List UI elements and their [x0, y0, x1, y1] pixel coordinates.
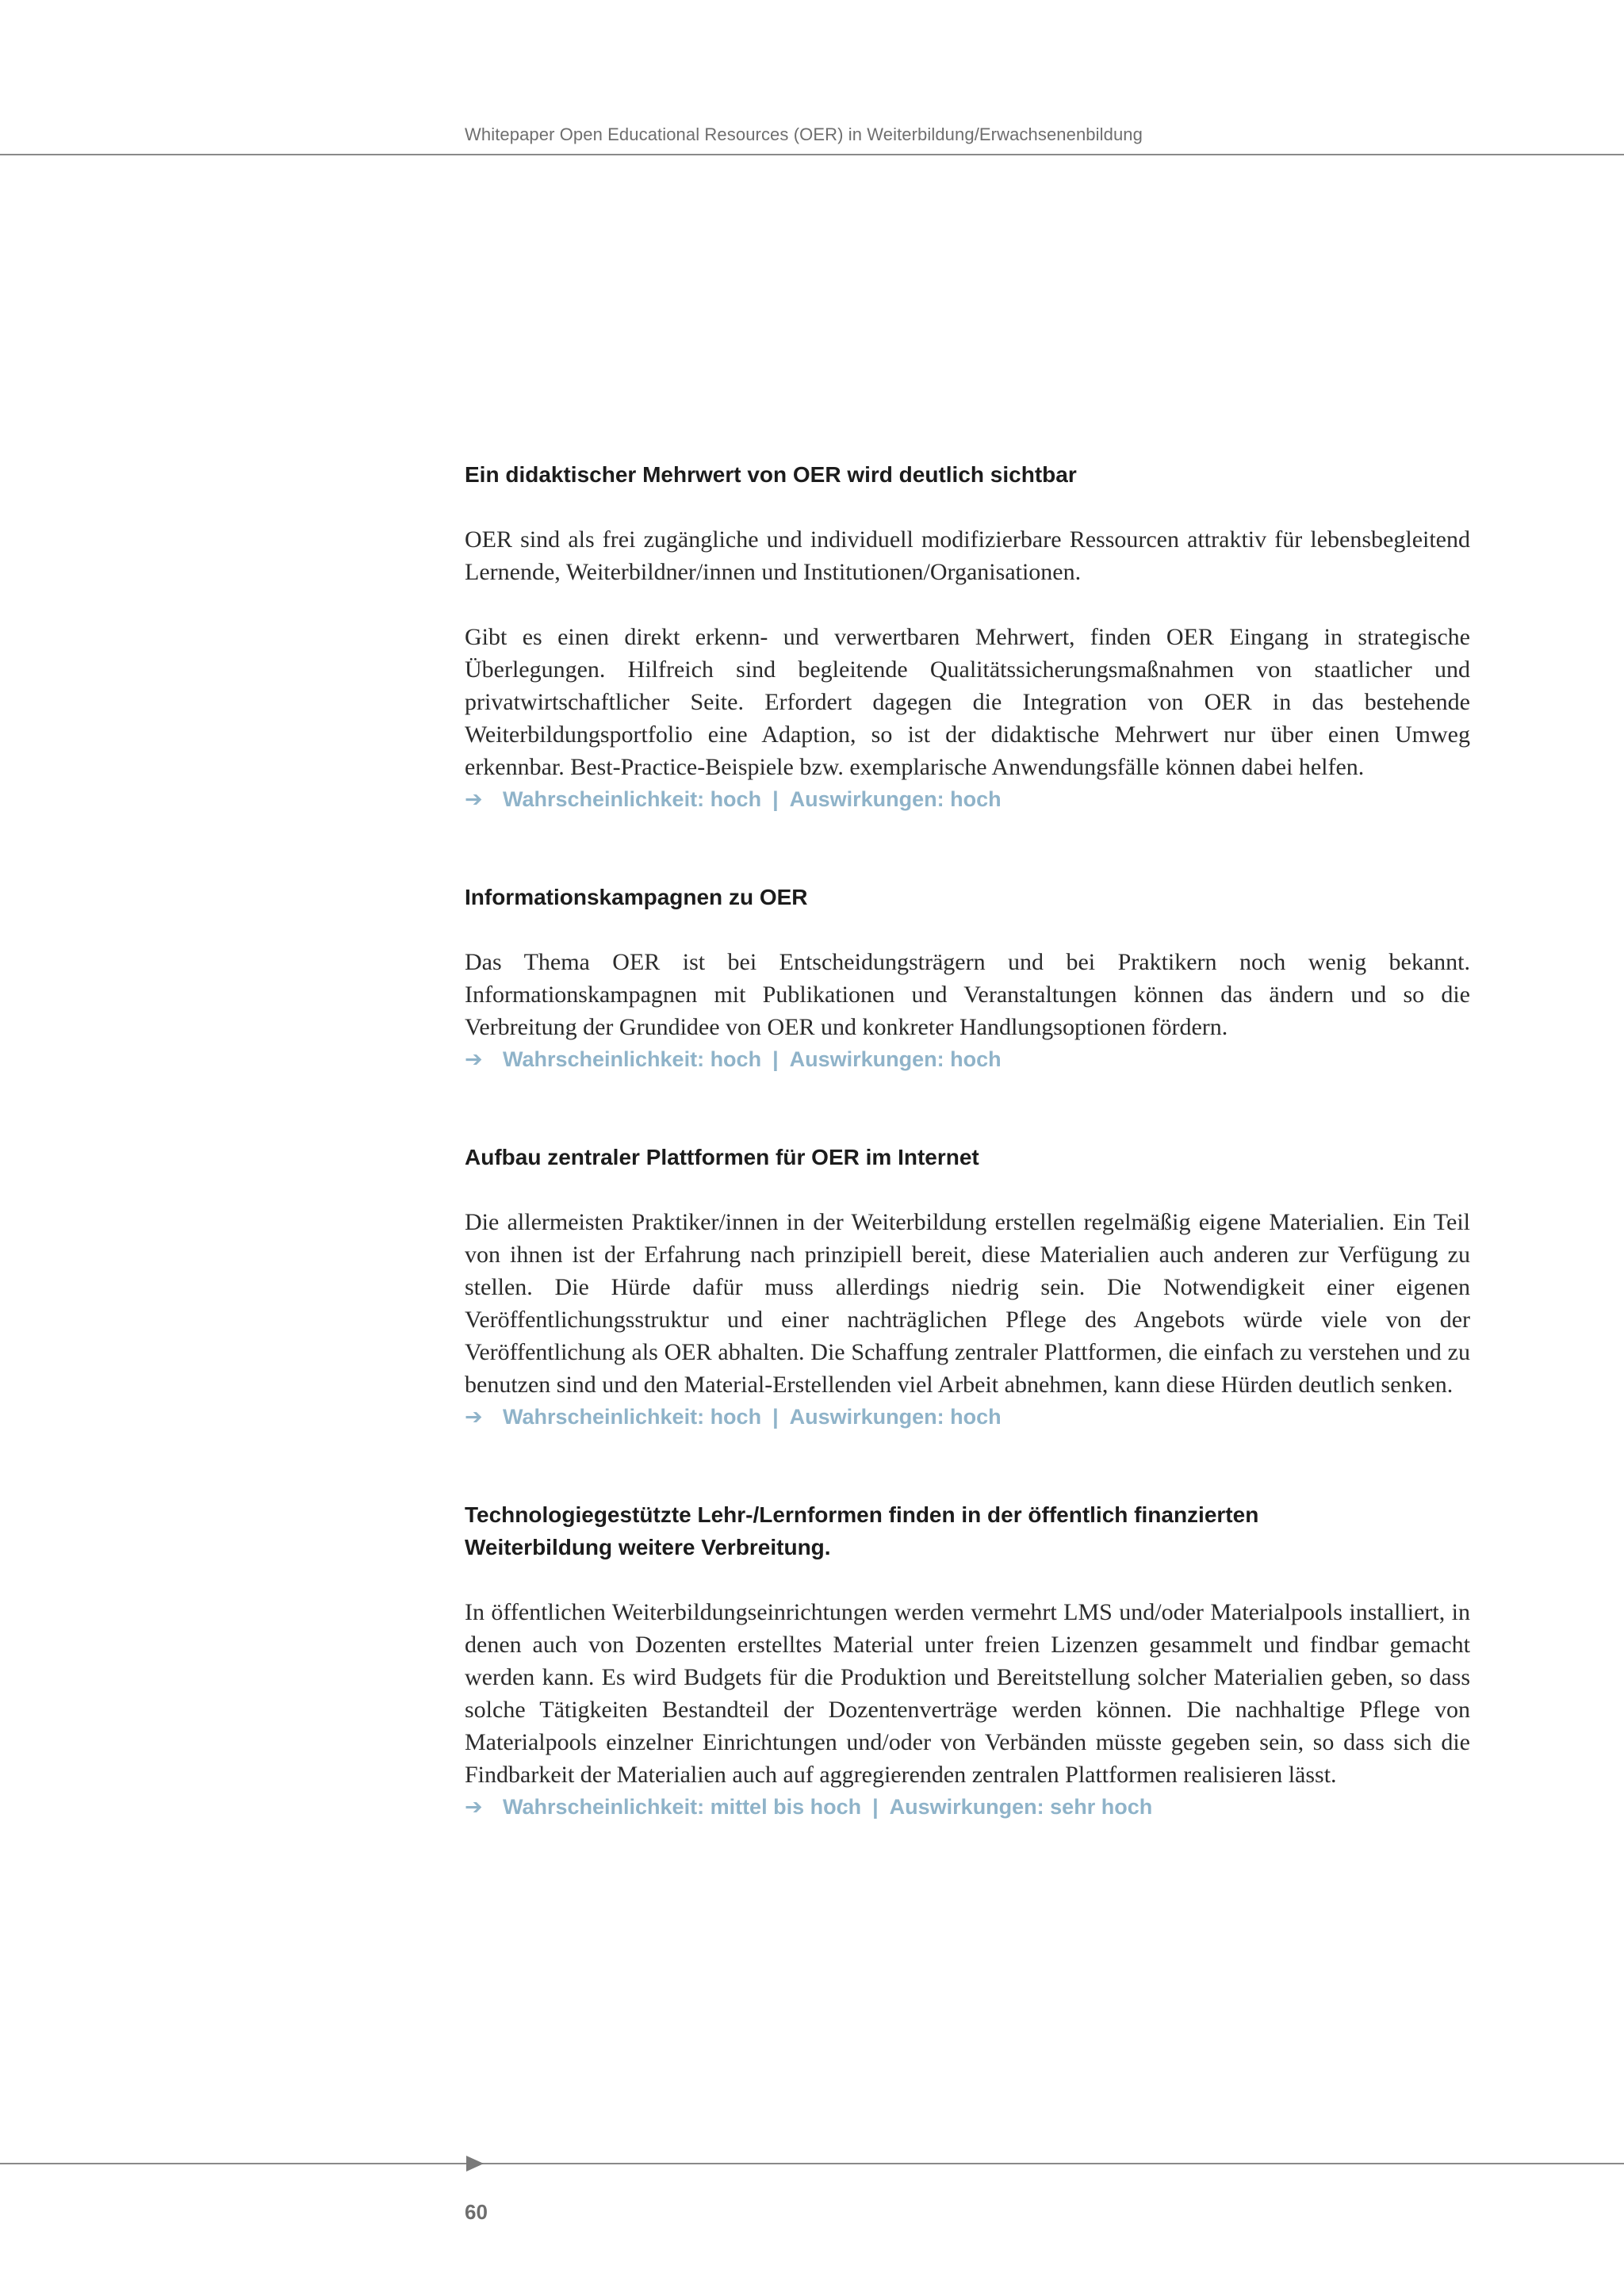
- separator: |: [772, 1047, 779, 1071]
- assessment-line: [465, 783, 1470, 816]
- header-rule: [0, 154, 1624, 155]
- probability-label: Wahrscheinlichkeit: hoch: [503, 787, 762, 811]
- section-heading: Aufbau zentraler Plattformen für OER im Internet: [465, 1145, 979, 1169]
- probability-label: Wahrscheinlichkeit: hoch: [503, 1405, 762, 1429]
- section-heading: Technologiegestützte Lehr-/Lernformen finden in der öffentlich finanzierten Weiterbildung weitere Verbreitung.: [465, 1502, 1259, 1559]
- section-didaktischer-mehrwert: [465, 458, 1470, 816]
- impact-label: Auswirkungen: sehr hoch: [889, 1795, 1153, 1819]
- footer-rule: [0, 2163, 1624, 2164]
- assessment-line: [465, 1043, 1470, 1076]
- arrow-right-icon: ➔: [465, 1047, 483, 1071]
- section-informationskampagnen: [465, 881, 1470, 1076]
- page-content: [465, 458, 1470, 1823]
- assessment-line: [465, 1401, 1470, 1433]
- paragraph: Gibt es einen direkt erkenn- und verwertbaren Mehrwert, finden OER Eingang in strategische Überlegungen. Hilfreich sind begleitende Qualitätssicherungsmaßnahmen von staatlicher und privatwirtschaftlicher Seite. Erfordert dagegen die Integration von OER in das bestehende Weiterbildungsportfolio eine Adaption, so ist der didaktische Mehrwert nur über einen Umweg erkennbar. Best-Practice-Beispiele bzw. exemplarische Anwendungsfälle können dabei helfen.: [465, 624, 1470, 780]
- impact-label: Auswirkungen: hoch: [789, 787, 1002, 811]
- section-heading: Ein didaktischer Mehrwert von OER wird deutlich sichtbar: [465, 462, 1077, 487]
- section-technologiegestuetzte-lehrformen: [465, 1498, 1470, 1823]
- probability-label: Wahrscheinlichkeit: mittel bis hoch: [503, 1795, 862, 1819]
- arrow-right-icon: ➔: [465, 1405, 483, 1429]
- running-header: Whitepaper Open Educational Resources (OER) in Weiterbildung/Erwachsenenbildung: [465, 124, 1143, 144]
- arrow-right-icon: ➔: [465, 1795, 483, 1819]
- assessment-line: [465, 1791, 1470, 1823]
- separator: |: [872, 1795, 879, 1819]
- paragraph: Die allermeisten Praktiker/innen in der Weiterbildung erstellen regelmäßig eigene Materialien. Ein Teil von ihnen ist der Erfahrung nach prinzipiell bereit, diese Materialien auch anderen zur Verfügung zu stellen. Die Hürde dafür muss allerdings niedrig sein. Die Notwendigkeit einer eigenen Veröffentlichungsstruktur und einer nachträglichen Pflege des Angebots würde viele von der Veröffentlichung als OER abhalten. Die Schaffung zentraler Plattformen, die einfach zu verstehen und zu benutzen sind und den Material-Erstellenden viel Arbeit abnehmen, kann diese Hürden deutlich senken.: [465, 1209, 1470, 1398]
- page-number: 60: [465, 2200, 488, 2224]
- paragraph: Das Thema OER ist bei Entscheidungsträgern und bei Praktikern noch wenig bekannt. Informationskampagnen mit Publikationen und Veranstaltungen können das ändern und so die Verbreitung der Grundidee von OER und konkreter Handlungsoptionen fördern.: [465, 949, 1470, 1040]
- footer-arrow-icon: [466, 2156, 484, 2172]
- separator: |: [772, 787, 779, 811]
- impact-label: Auswirkungen: hoch: [789, 1047, 1002, 1071]
- impact-label: Auswirkungen: hoch: [789, 1405, 1002, 1429]
- section-heading: Informationskampagnen zu OER: [465, 885, 808, 909]
- arrow-right-icon: ➔: [465, 787, 483, 811]
- probability-label: Wahrscheinlichkeit: hoch: [503, 1047, 762, 1071]
- paragraph: In öffentlichen Weiterbildungseinrichtungen werden vermehrt LMS und/oder Materialpools installiert, in denen auch von Dozenten erstelltes Material unter freien Lizenzen gesammelt und findbar gemacht werden kann. Es wird Budgets für die Produktion und Bereitstellung solcher Materialien geben, so dass solche Tätigkeiten Bestandteil der Dozentenverträge werden können. Die nachhaltige Pflege von Materialpools einzelner Einrichtungen und/oder von Verbänden müsste gegeben sein, so dass sich die Findbarkeit der Materialien auch auf aggregierenden zentralen Plattformen realisieren lässt.: [465, 1599, 1470, 1788]
- paragraph: OER sind als frei zugängliche und individuell modifizierbare Ressourcen attraktiv für lebensbegleitend Lernende, Weiterbildner/innen und Institutionen/Organisationen.: [465, 526, 1470, 585]
- separator: |: [772, 1405, 779, 1429]
- section-zentrale-plattformen: [465, 1141, 1470, 1433]
